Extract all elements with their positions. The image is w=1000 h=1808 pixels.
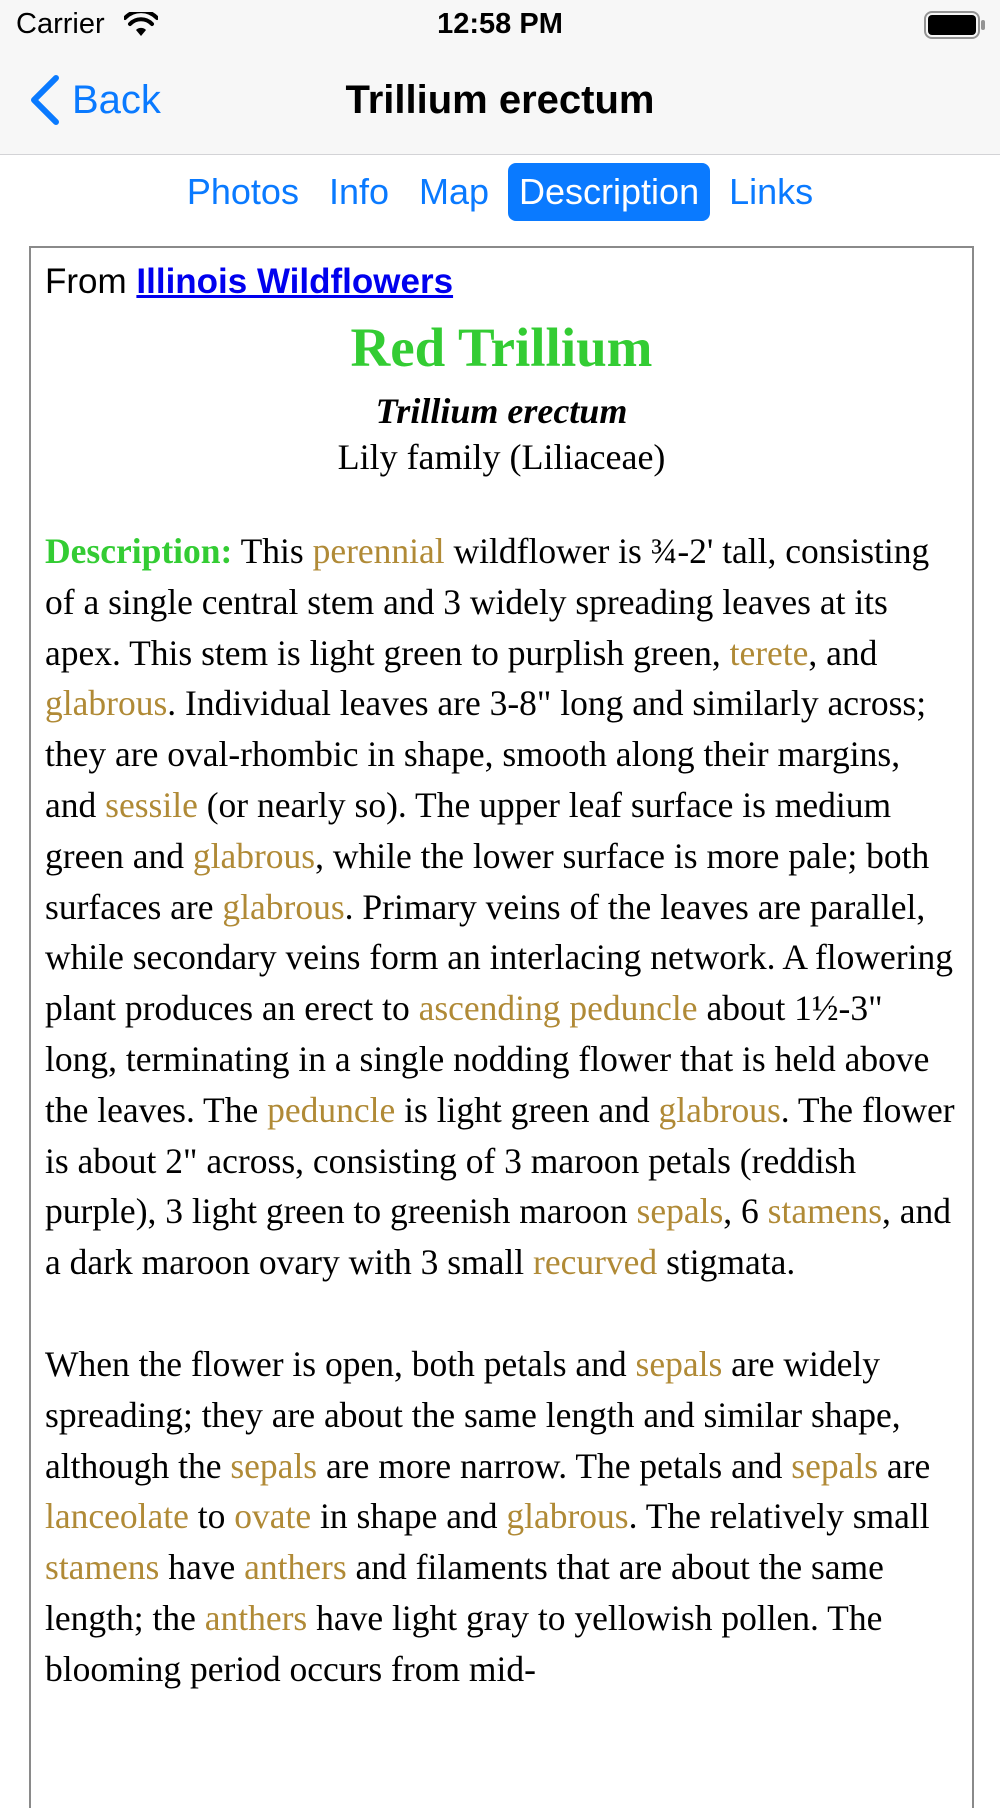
paragraph-text: When the flower is open, both petals and bbox=[45, 1343, 636, 1384]
tab-info[interactable]: Info bbox=[328, 171, 389, 212]
glossary-term-link[interactable]: peduncle bbox=[267, 1089, 396, 1130]
carrier-label: Carrier bbox=[16, 8, 105, 40]
paragraph-text: have bbox=[159, 1547, 245, 1588]
paragraph-text: about 1½-3" long, terminating in a single nodding flower that is held above the leaves. The bbox=[45, 988, 930, 1130]
paragraph-text: . Primary veins of the leaves are parallel, while secondary veins form an interlacing network. A flowering plant produces an erect to bbox=[45, 886, 953, 1029]
paragraph-text: are more narrow. The petals and bbox=[317, 1445, 792, 1486]
paragraph-text: , and a dark maroon ovary with 3 small bbox=[45, 1191, 952, 1283]
common-name-heading: Red Trillium bbox=[350, 317, 653, 378]
back-label: Back bbox=[72, 77, 161, 122]
paragraph-text: . Individual leaves are 3-8" long and similarly across; they are oval-rhombic in shape, smooth along their margins, and bbox=[45, 683, 927, 825]
navigation-bar bbox=[0, 50, 1000, 155]
source-prefix: From bbox=[45, 262, 127, 301]
paragraph-text: to bbox=[188, 1496, 235, 1537]
paragraph-text: wildflower is ¾-2' tall, consisting of a single central stem and 3 widely spreading leaves at its apex. This stem is light green to purplish green, bbox=[45, 531, 930, 673]
paragraph-text: are widely spreading; they are about the same length and similar shape, although the bbox=[45, 1343, 901, 1486]
scientific-name: Trillium erectum bbox=[375, 391, 628, 431]
page-title: Trillium erectum bbox=[345, 78, 655, 122]
glossary-term-link[interactable]: terete bbox=[729, 632, 809, 673]
paragraph-text: are bbox=[878, 1445, 931, 1486]
tab-description[interactable]: Description bbox=[508, 163, 710, 221]
description-paragraph bbox=[45, 526, 958, 1288]
glossary-term-link[interactable]: perennial bbox=[312, 531, 445, 571]
paragraph-text: stigmata. bbox=[657, 1242, 796, 1283]
paragraph-text: This bbox=[232, 531, 313, 571]
glossary-term-link[interactable]: sepals bbox=[635, 1343, 723, 1384]
glossary-term-link[interactable]: stamens bbox=[45, 1547, 160, 1588]
glossary-term-link[interactable]: ovate bbox=[234, 1496, 312, 1537]
glossary-term-link[interactable]: stamens bbox=[767, 1191, 883, 1232]
glossary-term-link[interactable]: sepals bbox=[791, 1445, 879, 1486]
glossary-term-link[interactable]: sepals bbox=[636, 1191, 724, 1232]
paragraph-text: and filaments that are about the same length; the bbox=[45, 1547, 884, 1638]
glossary-term-link[interactable]: recurved bbox=[533, 1242, 658, 1283]
glossary-term-link[interactable]: anthers bbox=[244, 1547, 347, 1588]
glossary-term-link[interactable]: sepals bbox=[230, 1445, 318, 1486]
paragraph-text: . The flower is about 2" across, consisting of 3 maroon petals (reddish purple), 3 light green to greenish maroon bbox=[45, 1089, 955, 1232]
paragraph-text: is light green and bbox=[395, 1089, 659, 1130]
paragraph-text: have light gray to yellowish pollen. The blooming period occurs from mid- bbox=[45, 1597, 883, 1689]
glossary-term-link[interactable]: anthers bbox=[204, 1597, 308, 1638]
tab-bar bbox=[0, 160, 1000, 224]
paragraph-text: , 6 bbox=[723, 1191, 768, 1232]
tab-map[interactable]: Map bbox=[418, 171, 490, 212]
glossary-term-link[interactable]: glabrous bbox=[222, 886, 345, 927]
source-line bbox=[45, 262, 958, 302]
glossary-term-link[interactable]: sessile bbox=[105, 784, 198, 825]
clock: 12:58 PM bbox=[437, 8, 563, 40]
glossary-term-link[interactable]: glabrous bbox=[506, 1496, 629, 1537]
family-name: Lily family (Liliaceae) bbox=[337, 437, 666, 477]
glossary-term-link[interactable]: glabrous bbox=[192, 835, 316, 876]
paragraph-text: , and bbox=[808, 632, 878, 673]
paragraph-text: , while the lower surface is more pale; both surfaces are bbox=[45, 835, 930, 927]
description-paragraph bbox=[45, 1339, 958, 1695]
paragraph-text: (or nearly so). The upper leaf surface is medium green and bbox=[45, 784, 892, 876]
glossary-term-link[interactable]: glabrous bbox=[45, 683, 168, 724]
source-link[interactable]: Illinois Wildflowers bbox=[136, 262, 454, 301]
tab-links[interactable]: Links bbox=[729, 171, 814, 212]
paragraph-text: in shape and bbox=[311, 1496, 507, 1537]
glossary-term-link[interactable]: lanceolate bbox=[45, 1496, 189, 1537]
paragraph-text: . The relatively small bbox=[628, 1496, 930, 1537]
glossary-term-link[interactable]: glabrous bbox=[658, 1089, 781, 1130]
battery-full-icon bbox=[924, 11, 986, 39]
glossary-term-link[interactable]: ascending peduncle bbox=[418, 988, 698, 1029]
description-label: Description: bbox=[45, 531, 233, 571]
status-bar bbox=[0, 0, 1000, 50]
tab-photos[interactable]: Photos bbox=[186, 171, 299, 212]
description-webview[interactable] bbox=[29, 246, 974, 1808]
